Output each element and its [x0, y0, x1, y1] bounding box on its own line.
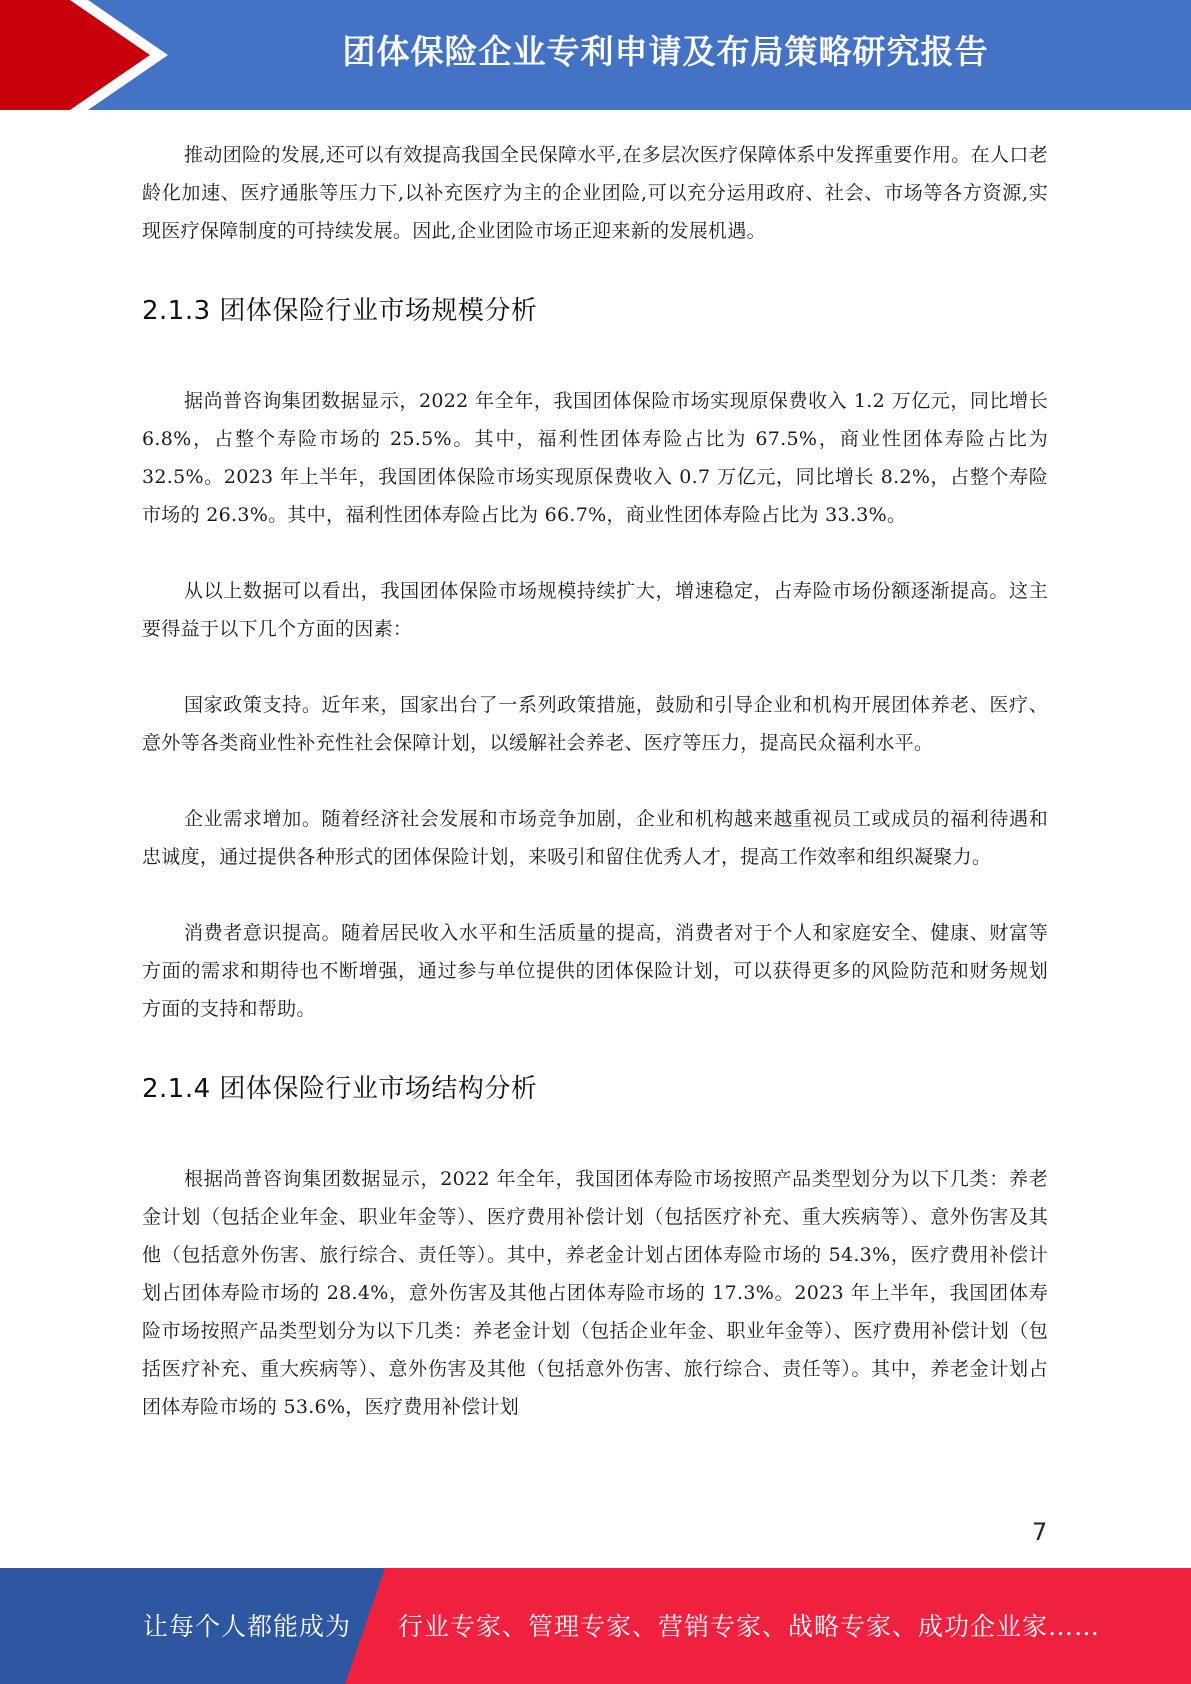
paragraph-policy-support: 国家政策支持。近年来，国家出台了一系列政策措施，鼓励和引导企业和机构开展团体养老、医疗、意外等各类商业性补充性社会保障计划，以缓解社会养老、医疗等压力，提高民众福利水平。: [142, 694, 1048, 754]
section-heading-2-1-4: 2.1.4 团体保险行业市场结构分析: [142, 1074, 538, 1104]
paragraph-enterprise-demand: 企业需求增加。随着经济社会发展和市场竞争加剧，企业和机构越来越重视员工或成员的福利待遇和忠诚度，通过提供各种形式的团体保险计划，来吸引和留住优秀人才，提高工作效率和组织凝聚力。: [142, 808, 1048, 868]
footer-slogan-right: 行业专家、管理专家、营销专家、战略专家、成功企业家……: [398, 1612, 1101, 1641]
page-footer: [0, 1568, 1191, 1684]
main-content: [142, 136, 1048, 1426]
paragraph-consumer-awareness: 消费者意识提高。随着居民收入水平和生活质量的提高，消费者对于个人和家庭安全、健康、财富等方面的需求和期待也不断增强，通过参与单位提供的团体保险计划，可以获得更多的风险防范和财务规划方面的支持和帮助。: [142, 922, 1048, 1020]
paragraph-market-trend: 从以上数据可以看出，我国团体保险市场规模持续扩大，增速稳定，占寿险市场份额逐渐提高。这主要得益于以下几个方面的因素：: [142, 580, 1048, 640]
page-number: 7: [1032, 1518, 1048, 1546]
page-header: [0, 0, 1191, 110]
paragraph-market-structure: 根据尚普咨询集团数据显示，2022 年全年，我国团体寿险市场按照产品类型划分为以下几类：养老金计划（包括企业年金、职业年金等）、医疗费用补偿计划（包括医疗补充、重大疾病等）、意外伤害及其他（包括意外伤害、旅行综合、责任等）。其中，养老金计划占团体寿险市场的 54.3%，医疗费用补偿计划占团体寿险市场的 28.4%，意外伤害及其他占团体寿险市场的 17.3%。2023 年上半年，我国团体寿险市场按照产品类型划分为以下几类：养老金计划（包括企业年金、职业年金等）、医疗费用补偿计划（包括医疗补充、重大疾病等）、意外伤害及其他（包括意外伤害、旅行综合、责任等）。其中，养老金计划占团体寿险市场的 53.6%，医疗费用补偿计划: [142, 1168, 1048, 1418]
paragraph-market-size-data: 据尚普咨询集团数据显示，2022 年全年，我国团体保险市场实现原保费收入 1.2 万亿元，同比增长 6.8%，占整个寿险市场的 25.5%。其中，福利性团体寿险占比为 67.5%，商业性团体寿险占比为 32.5%。2023 年上半年，我国团体保险市场实现原保费收入 0.7 万亿元，同比增长 8.2%，占整个寿险市场的 26.3%。其中，福利性团体寿险占比为 66.7%，商业性团体寿险占比为 33.3%。: [142, 390, 1048, 526]
section-heading-2-1-3: 2.1.3 团体保险行业市场规模分析: [142, 296, 538, 326]
footer-slogan-left: 让每个人都能成为: [143, 1612, 352, 1641]
paragraph-intro: 推动团险的发展,还可以有效提高我国全民保障水平,在多层次医疗保障体系中发挥重要作用。在人口老龄化加速、医疗通胀等压力下,以补充医疗为主的企业团险,可以充分运用政府、社会、市场等各方资源,实现医疗保障制度的可持续发展。因此,企业团险市场正迎来新的发展机遇。: [142, 144, 1048, 242]
report-title: 团体保险企业专利申请及布局策略研究报告: [342, 32, 989, 71]
